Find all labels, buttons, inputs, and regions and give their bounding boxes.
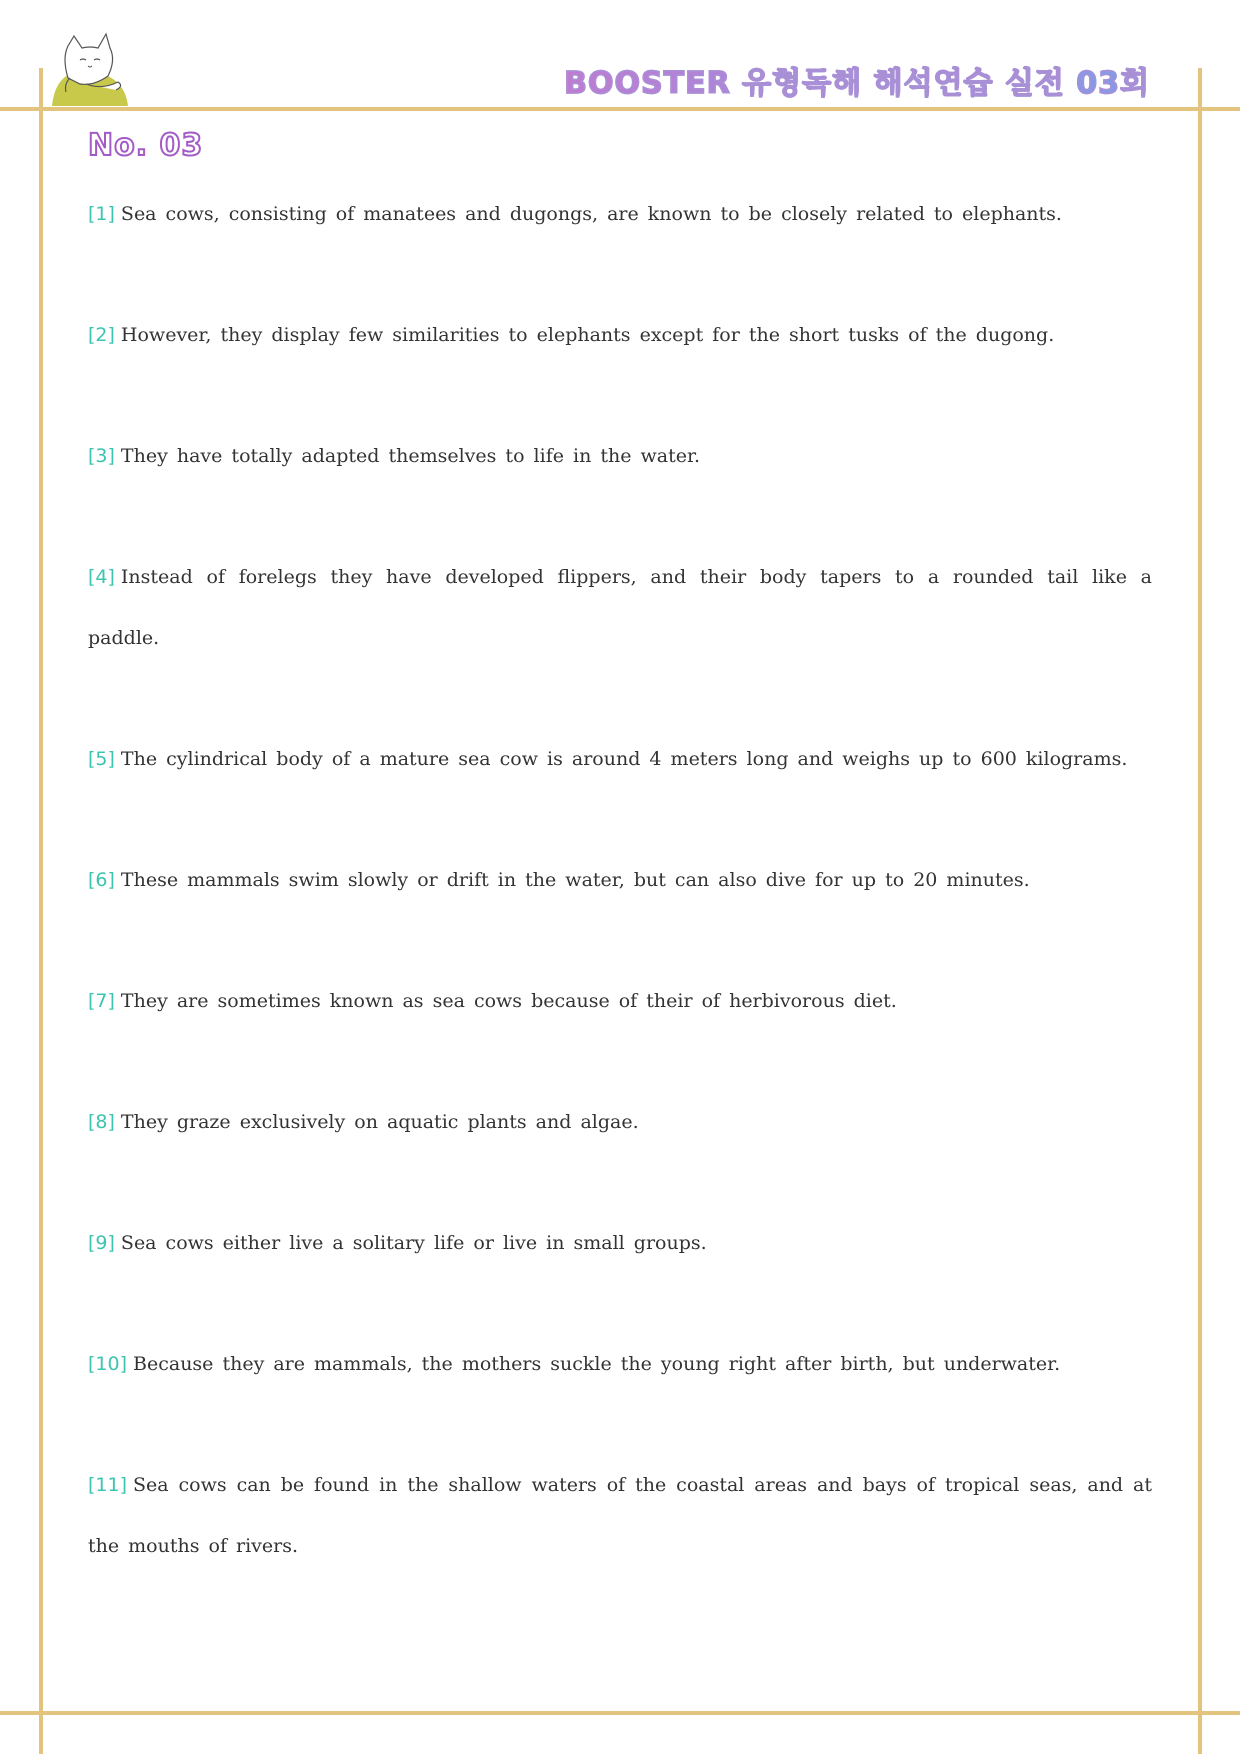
sentence-item	[88, 426, 1152, 487]
sentence-item	[88, 1213, 1152, 1274]
sentence-number: [4]	[88, 566, 115, 588]
sentence-text: They graze exclusively on aquatic plants and algae.	[120, 1111, 639, 1133]
sentence-text: Sea cows either live a solitary life or live in small groups.	[120, 1232, 707, 1254]
sentence-number: [1]	[88, 203, 115, 225]
sentence-number: [6]	[88, 869, 115, 891]
cat-logo-icon	[46, 28, 132, 106]
frame-right-line	[1198, 68, 1202, 1754]
sentence-number: [8]	[88, 1111, 115, 1133]
sentence-item	[88, 547, 1152, 669]
sentence-number: [10]	[88, 1353, 128, 1375]
sentence-item	[88, 1092, 1152, 1153]
sentence-number: [2]	[88, 324, 115, 346]
sentence-text: They have totally adapted themselves to life in the water.	[120, 445, 701, 467]
frame-top-line	[0, 107, 1240, 111]
sentence-text: Instead of forelegs they have developed flippers, and their body tapers to a rounded tail like a paddle.	[88, 566, 1152, 649]
sentence-text: The cylindrical body of a mature sea cow is around 4 meters long and weighs up to 600 kilograms.	[120, 748, 1128, 770]
sentence-text: Because they are mammals, the mothers suckle the young right after birth, but underwater.	[133, 1353, 1061, 1375]
sentence-item	[88, 729, 1152, 790]
sentence-text: These mammals swim slowly or drift in the water, but can also dive for up to 20 minutes.	[120, 869, 1030, 891]
sentence-item	[88, 184, 1152, 245]
header-title-text: BOOSTER 유형독해 해석연습 실전 03회	[564, 66, 1150, 101]
sentence-number: [11]	[88, 1474, 128, 1496]
sentence-number: [3]	[88, 445, 115, 467]
sentence-text: Sea cows, consisting of manatees and dugongs, are known to be closely related to elephants.	[120, 203, 1062, 225]
sentence-item	[88, 1455, 1152, 1577]
sentence-item	[88, 850, 1152, 911]
section-number-title: No. 03	[88, 128, 204, 163]
sentence-list	[88, 184, 1152, 1637]
sentence-number: [7]	[88, 990, 115, 1012]
header-title	[564, 58, 1150, 102]
frame-left-line	[39, 68, 43, 1754]
sentence-text: Sea cows can be found in the shallow waters of the coastal areas and bays of tropical seas, and at the mouths of rivers.	[88, 1474, 1152, 1557]
sentence-text: However, they display few similarities to elephants except for the short tusks of the dugong.	[120, 324, 1055, 346]
frame-bottom-line	[0, 1711, 1240, 1715]
sentence-item	[88, 305, 1152, 366]
sentence-item	[88, 1334, 1152, 1395]
sentence-number: [9]	[88, 1232, 115, 1254]
sentence-text: They are sometimes known as sea cows because of their of herbivorous diet.	[120, 990, 897, 1012]
sentence-item	[88, 971, 1152, 1032]
sentence-number: [5]	[88, 748, 115, 770]
